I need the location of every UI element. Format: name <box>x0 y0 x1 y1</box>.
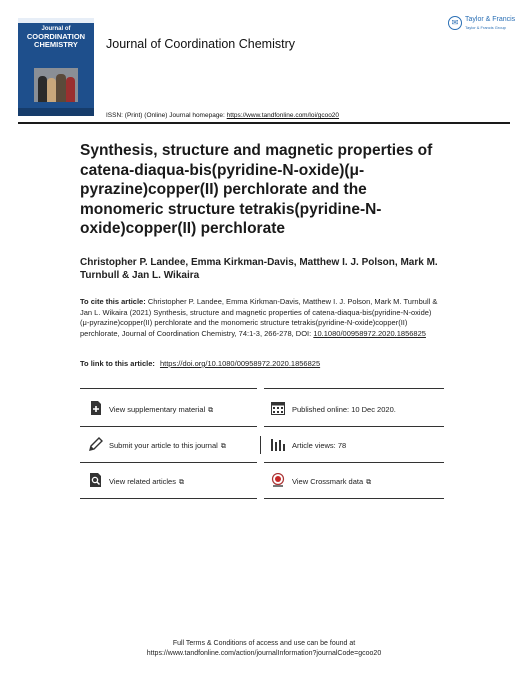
add-document-icon <box>89 401 103 415</box>
cover-title-line3: CHEMISTRY <box>34 40 78 49</box>
submit-article-label: Submit your article to this journal <box>109 441 218 450</box>
cover-photo <box>34 68 78 102</box>
publisher-logo[interactable] <box>448 14 516 34</box>
external-link-icon: ⧉ <box>366 479 372 486</box>
crossmark-data-label: View Crossmark data <box>292 477 364 486</box>
external-link-icon: ⧉ <box>178 479 184 486</box>
external-link-icon: ⧉ <box>208 407 214 414</box>
tf-logo-icon: ✉ <box>448 16 462 30</box>
related-articles-icon <box>89 473 103 487</box>
cover-title-line1: Journal of <box>41 26 71 32</box>
cover-top-strip <box>18 18 94 23</box>
grid-divider <box>80 498 257 499</box>
grid-divider <box>264 498 444 499</box>
article-link-line <box>80 359 320 368</box>
footer <box>60 639 468 659</box>
citation-text: Christopher P. Landee, Emma Kirkman-Davis, Matthew I. J. Polson, Mark M. Turnbull & Jan L. Wikaira (2021) Synthesis, structure and magnetic properties of catena-diaqua-bis(pyridine-N-oxide)(μ-pyrazine)copper(II) perchlorate and the monomeric structure tetrakis(pyridine-N-oxide)copper(II) perchlorate, Journal of Coordination Chemistry, 74:1-3, 266-278, DOI: <box>80 297 438 338</box>
article-views: Article views: 78 <box>292 441 347 450</box>
supplementary-material-link[interactable] <box>109 405 213 415</box>
grid-divider <box>264 462 444 463</box>
footer-terms-text: Full Terms & Conditions of access and use can be found at <box>172 640 356 647</box>
article-authors: Christopher P. Landee, Emma Kirkman-Davis, Matthew I. J. Polson, Mark M. Turnbull & Jan L. Wikaira <box>80 257 438 281</box>
citation-label: To cite this article: <box>80 297 146 306</box>
footer-terms-link[interactable]: https://www.tandfonline.com/action/journalInformation?journalCode=gcoo20 <box>146 650 382 657</box>
citation-doi-link[interactable]: 10.1080/00958972.2020.1856825 <box>313 328 426 338</box>
published-online-date: Published online: 10 Dec 2020. <box>292 405 396 414</box>
citation-block <box>80 297 440 339</box>
external-link-icon: ⧉ <box>220 443 226 450</box>
bar-chart-icon <box>271 437 285 451</box>
cover-photo-person <box>56 74 66 102</box>
publisher-logo-name: Taylor & Francis <box>465 16 516 23</box>
grid-divider <box>80 388 257 389</box>
crossmark-icon <box>271 473 285 487</box>
grid-vertical-divider <box>260 436 261 454</box>
submit-article-link[interactable] <box>109 441 226 451</box>
journal-cover-image <box>18 18 94 116</box>
pencil-icon <box>89 437 103 451</box>
publisher-logo-subtitle: Taylor & Francis Group <box>465 25 506 30</box>
article-doi-link[interactable]: https://doi.org/10.1080/00958972.2020.1856825 <box>159 359 321 368</box>
cover-photo-person <box>38 76 47 102</box>
homepage-link[interactable]: https://www.tandfonline.com/loi/gcoo20 <box>226 112 340 119</box>
issn-line <box>106 112 339 119</box>
cover-photo-person <box>47 78 56 102</box>
header-divider <box>18 122 510 124</box>
journal-name[interactable]: Journal of Coordination Chemistry <box>106 37 295 51</box>
grid-divider <box>80 462 257 463</box>
grid-divider <box>80 426 257 427</box>
cover-title <box>22 26 90 49</box>
cover-photo-person <box>66 77 75 102</box>
article-title: Synthesis, structure and magnetic properties of catena-diaqua-bis(pyridine-N-oxide)(μ-pyrazine)copper(II) perchlorate and the monomeric structure tetrakis(pyridine-N-oxide)copper(II) perchlorate <box>80 142 433 237</box>
issn-label: ISSN: (Print) (Online) Journal homepage: <box>106 112 225 119</box>
crossmark-data-link[interactable] <box>292 477 371 487</box>
related-articles-link[interactable] <box>109 477 184 487</box>
supplementary-material-label: View supplementary material <box>109 405 206 414</box>
grid-divider <box>264 426 444 427</box>
grid-divider <box>264 388 444 389</box>
related-articles-label: View related articles <box>109 477 176 486</box>
cover-title-line2: COORDINATION <box>26 32 86 41</box>
calendar-icon <box>271 401 285 415</box>
article-link-label: To link to this article: <box>80 359 155 368</box>
cover-bottom-strip <box>18 108 94 116</box>
